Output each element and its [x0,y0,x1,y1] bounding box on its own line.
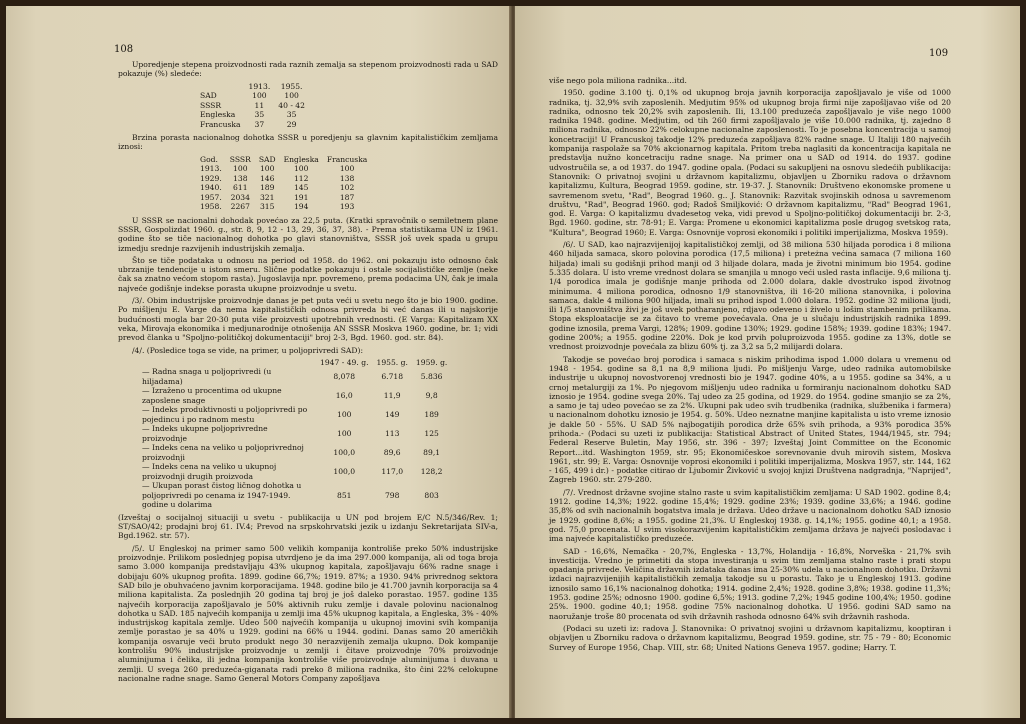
agriculture-table [138,358,451,510]
income-share-paragraph: Takodje se povećao broj porodica i samaca s niskim prihodima ispod 1.000 dolara u vremenu od 1948 - 1954. godine sa 8,1 na 8,9 miliona ljudi. Po mišljenju Varge, udeo radnika automobilske industrije u ukupnoj novostvorenoj vrednosti bio je 1947. godine 40%, a u 1955. godine sa 34%, a u crnoj metalurgiji za 1%. Po njegovom mišljenju udeo radnika u formiranju nacionalnom dohotku SAD iznosio je 1954. godine svega 20%. Taj udeo za 25 godina, od 1929. do 1954. godine smanjio se za 2%, a samo je taj udeo povećao se za 2%. Ukupni pak udeo svih trudbenika (radnika, službenika i farmera) u nacionalnom dohotku iznosio je 1954. g. 50%. Udeo neznatne manjine kapitalista u isto vreme iznosio je dakle 50 - 55%. U SAD 5% najbogatijih porodica drže 65% svih prihoda, a 93% porodica 35% prihoda.- (Podaci su uzeti iz publikacija: Statistical Abstract of United States, 1944/1945, str. 794; Federal Reserve Buletin, May 1956, str. 396 - 397; Izveštaj Joint Committee on the Economic Report...itd. Washington 1959, str. 95; Ekonomičeskoe sorevnovanie dvuh mirovih sistem, Moskva 1961, str. 99; E. Varga: Osnovnije voprosi ekonomiki i politiki imperijalizma, Moskva 1957, str. 144, 162 - 165, 499 i dr.) - podatke citirao dr Ljubomir Živković u svojoj knjizi Društvena nadgradnja, "Naprijed", Zagreb 1960. str. 279-280. [549,354,951,485]
table-row: — Radna snaga u poljoprivredi (u hiljadama) 8,078 6.718 5.836 [142,367,443,386]
source-paragraph: (Izveštaj o socijalnoj situaciji u svetu - publikacija u UN pod brojem E/C N.5/346/Rev. 1; ST/SAO/42; prodajni broj 61. IV.4; Prevod na srpskohrvatski jezik u izdanju Sekretarijata SIV-a, Bgd.1962. str. 57). [118,512,498,541]
footnote-3: /3/. Obim industrijske proizvodnje danas je pet puta veći u svetu nego što je bio 1900. godine. Po mišljenju E. Varge da nema kapitalističkih odnosa privreda bi već danas ili u najskorije budućnosti mogla bar 20-30 puta više proizvesti upotrebnih vrednosti. (E Varga: Kapitalizam XX veka, Mirovaja ekonomika i medjunarodnije otnošenija AN SSSR Moskva 1960. godine, br. 1; vidi prevod članka u "Spoljno-političkoj dokumentaciji" broj 2-3, Bgd. 1960. god. str. 84). [118,296,498,343]
right-page-text [549,76,951,655]
page-number-right: 109 [929,48,949,59]
table-header-row: 1947 - 49. g. 1955. g. 1959. g. [320,357,448,367]
table-row: 1957. 2034 321 191 187 [200,192,355,202]
table-header-row: 1913. 1955. [248,81,303,91]
productivity-table [196,82,309,130]
intro-paragraph: Uporedjenje stepena proizvodnosti rada raznih zemalja sa stepenom proizvodnosti rada u SAD pokazuje (%) sledeće: [118,60,498,79]
right-page [515,6,1020,718]
table-row: 1958. 2267 315 194 193 [200,202,355,212]
footnote-5: /5/. U Engleskoj na primer samo 500 velikih kompanija kontroliše preko 50% industrijske proizvodnje. Prilikom poslednjeg popisa utvrdjeno je da ima 297.000 kompanija, ali od toga broja samo 3.000 kompanija predstavljaju 43% ukupnog kapitala, zapošljavaju 66% radne snage i dobijaju 60% ukupnog profita. 1899. godine 66,7%; 1919. 87%; a 1930. 94% privrednog sektora SAD bilo je obuhvaćeno javnim korporacijama. 1948. godine bilo je 41.700 javnih korporacija sa 4 miliona kapitalista. Za poslednjih 20 godina taj broj je još daleko porastao. 1957. godine 135 najvećih korporacija zapošljavalo je 50% aktivnih ruku zemlje i davale polovinu nacionalnog dohotka u SAD. 185 najvećih kompanija u zemlji ima 45% ukupnog kapitala, a Engleska, 3% - 40% industrijskog kapitala zemlje. Udeo 500 najvećih kompanija u ukupnoj imovini svih kompanija zemlje porastao je sa 40% u 1929. godini na 66% u 1944. godini. Danas samo 20 američkih kompanija osvaruje veći bruto produkt nego 30 nerazvijenih zemalja ukupno. Dok kompanije kontrolišu 90% industrijske proizvodnje u zemlji i čitave proizvodnje 70% proizvodnje aluminijuma i čelika, ili jedna kompanija kontroliše više proizvodnje aluminijuma i duvana u zemlji. U svega 260 preduzeća-giganata radi preko 8 miliona radnika, što čini 22% celokupne nacionalne radne snage. Samo General Motors Company zapošljava [118,543,498,683]
footnote-6: /6/. U SAD, kao najrazvijenijoj kapitalističkoj zemlji, od 38 miliona 530 hiljada porodica i 8 miliona 460 hiljada samaca, skoro polovina porodica (17,5 miliona) i preteżna većina samaca (7 miliona 160 hiljada) imali su godišnji prihod manji od 3 hiljade dolara, mada je životni minimum bio 1954. godine 5.335 dolara. U isto vreme vrednost dolara se smanjila u mnogo veći usled rasta inflacije. 9,6 miliona tj. 1/4 porodica imala je godišnje manje prihoda od 2.000 dolara, dakle dvostruko ispod životnog minimuma. 4 miliona porodica, odnosno 1/9 stanovništva, ili 16-20 miliona stanovnika, i polovina samaca, dakle 4 miliona 900 hiljada, imali su prihod ispod 1.000 dolara. 1952. godine 32 miliona ljudi, ili 1/5 stanovništva živi je još uvek potharanjeno, rdjavo odeveno i živelo u lošim stambenim prilikama. Stopa eksploatacije se za čitavo to vreme povećavala. Ona je u slučaju industrijskih radnika 1899. godine iznosila, prema Vargi, 128%; 1909. godine 130%; 1929. godine 158%; 1939. godine 183%; 1947. godine 200%; a 1955. godine 220%. Dok je kod prvih poluproizvoda 1955. godine za 13%, dotle se vrednost proizvodnje povećala za blizu 60% tj. za 3,2 sa 5,2 milijardi dolara. [549,240,951,352]
continuation-line: više nego pola miliona radnika...itd. [549,76,687,85]
table-row: — Indeks cena na veliko u poljoprivrednoj proizvodnji 100,0 89,6 89,1 [142,443,441,462]
table-row: — Indeks cena na veliko u ukupnoj proizvodnji drugih proizvoda 100,0 117,0 128,2 [142,462,443,481]
table-row: 1929. 138 146 112 138 [200,173,355,183]
concentration-paragraph: 1950. godine 3.100 tj. 0,1% od ukupnog broja javnih korporacija zapošljavalo je više od 1000 radnika, tj. 32,9% svih zaposlenih. Medjutim 95% od ukupnog broja firmi nije zapošljavao više od 20 radnika, odnosno tek 20,2% svih zaposlenih. Ili, 13.100 preduzeća zapošljavalo je više nego 1000 radnika 1948. godine. Medjutim, od tih 260 firmi zapošljavalo je više 10.000 radnika, tj. zajedno 8 miliona radnika, odnosno 22% celokupne nacionalne zaposlenosti. To je posebna koncentracija u samoj koncetraciji! U Francuskoj takodje 12% preduzeća zapošljava 82% radne snage. U Italiji 180 najvećih kompanija raspolaže sa 70% akcionarnog kapitala. Pritom treba naglasiti da koncentracija kapitala ne predstavlja nužno koncetraciju radne snage. Na primer ona u SAD od 1914. do 1937. godine udvostručila se, a od 1937. do 1947. godine opala. (Podaci su sakupljeni na osnovu sledećih publikacija: Stanovnik: O privatnoj svojini u državnom kapitalizmu, objavljen u Zborniku radova o državnom kapitalizmu, Kultura, Beograd 1959. godine, str. 19-37. J. Stanovnik: Društveno ekonomske promene u savremenom svetu, "Rad", Beograd 1960. g.. J. Stanovnik: Razvitak svojinskih odnosa u savremenom društvu, "Rad", Beograd 1960. god; Radoš Smiljković: O državnom kapitalizmu, "Rad" Beograd 1961, god. E. Varga: O kapitalizmu dvadesetog veka, vidi prevod u Spoljno-političkoj dokumentaciji br. 2-3, Bgd. 1960. godine, str. 78-91; E. Varga: Promene u ekonomici kapitalizma posle drugog svetskog rata, "Kultura", Beograd 1960; E. Varga: Osnovnije voprosi ekonomiki i politiki imperijalizma, Moskva 1959). [549,88,951,237]
table-row: Francuska 37 29 [200,119,297,129]
left-page [6,6,511,718]
data-paragraph: Što se tiče podataka u odnosu na period od 1958. do 1962. oni pokazuju isto odnosno čak ubrzanije tendencije u istom smeru. Slične podatke pokazuju i ostale socijalističke zemlje (neke čak sa znatno većom stopom rasta). Jugoslavija npr. povremeno, prema podacima UN, čak je imala najveće godišnje indekse porasta ukupne proizvodnje u svetu. [118,255,498,293]
footnote-4: /4/. (Posledice toga se vide, na primer, u poljoprivredi SAD): [132,345,364,355]
table-row: SSSR 11 40 - 42 [200,100,305,110]
table-row: — Ukupan porast čistog ličnog dohotka u poljoprivredi po cenama iz 1947-1949. godine u dolarima 851 798 803 [142,481,439,510]
table-row: — Indeks produktivnosti u poljoprivredi po pojedincu i po radnom mestu 100 149 189 [142,405,439,424]
table-header-row: God. SSSR SAD Engleska Francuska [200,154,368,164]
table-row: Engleska 35 35 [200,110,297,120]
table-row: 1940. 611 189 145 102 [200,183,355,193]
investment-paragraph: SAD - 16,6%, Nemačka - 20,7%, Engleska - 13,7%, Holandija - 16,8%, Norveška - 21,7% svih investicija. Vredno je primetiti da stopa investiranja u svim tim zemljama stalno raste i prati stopu opadanja privrede. Veličina državnih izdataka danas ima 25-30% udela u nacionalnom dohotku. Državni izdaci najrazvijenijih kapitalističkih zemalja takodje su u porastu. Tako je u Engleskoj 1913. godine iznosilo samo 16,1% nacionalnog dohotka; 1914. godine 2,4%; 1928. godine 3,8%; 1938. godine 11,3%; 1953. godine 25%; odnosno 1900. godine 6,5%; 1913. godine 7,2%; 1945 godine 100,4%; 1950. godine 25%. 1900. godine 40,1; 1958. godine 75% nacionalnog dohotka. U 1956. godini SAD samo na naoružanje troše 80 procenata od svih državnih rashoda odnosno 64% svih državnih rashoda. [549,546,951,621]
growth-table [196,155,371,212]
table-row: — Izraženo u procentima od ukupne zaposlene snage 16,0 11,9 9,8 [142,386,438,405]
table-row: 1913. 100 100 100 100 [200,164,355,174]
table-row: SAD 100 100 [200,91,299,101]
left-page-text [118,60,498,686]
footnote-7: /7/. Vrednost državne svojine stalno raste u svim kapitalističkim zemljama: U SAD 1902. godine 8,4; 1912. godine 14,3%; 1922. godine 15,4%; 1929. godine 23%; 1939. godine 33,6%; a 1946. godine 35,8% od svih nacionalnih bogatstva imala je država. Udeo države u nacionalnom dohotku SAD iznosio je 1929. godine 8,6%; a 1955. godine 21,3%. U Engleskoj 1938. g. 14,1%; 1955. godine 40,1; a 1958. god. 75,0 procenata. U svim visokorazvijenim kapitalističkim zemljama država je najveći poslodavac i ima najveće kapitalističko preduzeće. [549,487,951,544]
growth-paragraph: Brzina porasta nacionalnog dohotka SSSR u poredjenju sa glavnim kapitalističkim zemljama iznosi: [118,133,498,152]
sources-paragraph: (Podaci su uzeti iz: radova J. Stanovnika: O privatnoj svojini u državnom kapitalizmu, kooptiran i objavljen u Zborniku radova o državnom kapitalizmu, Beograd 1959. godine, str. 75 - 79 - 80; Economic Survey of Europe 1956, Chap. VIII, str. 68; United Nations Geneva 1957. godine; Harry. T. [549,623,951,652]
page-number-left: 108 [114,44,134,55]
table-row: — Indeks ukupne poljoprivredne proizvodnje 100 113 125 [142,424,439,443]
ussr-paragraph: U SSSR se nacionalni dohodak povećao za 22,5 puta. (Kratki spravočnik o semiletnem plane SSSR, Gospolizdat 1960. g., str. 8, 9, 12 - 13, 29, 36, 37, 38). - Prema statistikama UN iz 1961. godine što se tiče nacionalnog dohotka po glavi stanovništva, SSSR još uvek spada u grupu izmedju srednje razvijenih industrijskih zemalja. [118,215,498,253]
